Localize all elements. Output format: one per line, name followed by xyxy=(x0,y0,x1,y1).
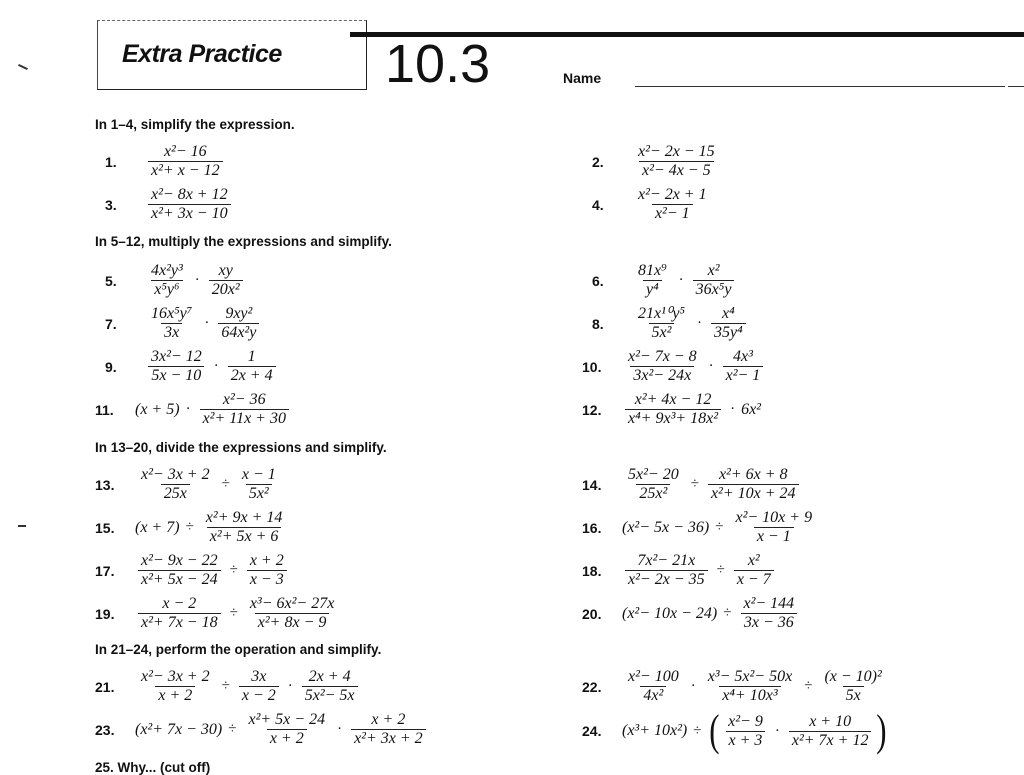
fraction xyxy=(148,262,186,299)
numerator: x²− 9x − 22 xyxy=(141,552,218,569)
fraction xyxy=(705,668,796,705)
problem-number: 9. xyxy=(105,358,117,375)
operator: ÷ xyxy=(715,519,724,535)
operator: ÷ xyxy=(221,678,230,694)
numerator: x²− 8x + 12 xyxy=(151,186,228,203)
problem-number: 22. xyxy=(582,678,602,695)
problem-10 xyxy=(582,348,766,385)
denominator: 3x²− 24x xyxy=(630,366,694,385)
fraction xyxy=(228,348,276,385)
fraction xyxy=(635,305,688,342)
numerator: (x − 10)² xyxy=(824,668,882,685)
fraction xyxy=(740,595,797,632)
denominator: x²+ 10x + 24 xyxy=(708,484,799,503)
lead-term: (x + 5) xyxy=(135,400,180,418)
problem-number: 18. xyxy=(582,562,602,579)
denominator: 3x − 36 xyxy=(741,613,797,632)
numerator: x²− 7x − 8 xyxy=(628,348,697,365)
operator: ÷ xyxy=(723,605,732,621)
denominator: x − 7 xyxy=(734,570,774,589)
problem-number: 7. xyxy=(105,315,117,332)
numerator: 4x²y³ xyxy=(151,262,183,279)
fraction xyxy=(138,595,221,632)
denominator: y⁴ xyxy=(643,280,662,299)
operator: · xyxy=(730,401,736,417)
operator: ÷ xyxy=(228,721,237,737)
fraction xyxy=(148,143,223,180)
operator: · xyxy=(690,678,696,694)
numerator: x³− 5x²− 50x xyxy=(707,668,793,685)
denominator: 5x² xyxy=(649,323,675,342)
fraction xyxy=(203,509,286,546)
name-label: Name xyxy=(563,70,602,86)
denominator: 36x⁵y xyxy=(693,280,735,299)
problem-number: 15. xyxy=(95,519,115,536)
fraction xyxy=(625,391,721,428)
denominator: 5x − 10 xyxy=(148,366,204,385)
problem-23 xyxy=(95,711,429,748)
numerator: x²− 2x − 15 xyxy=(638,143,715,160)
fraction xyxy=(302,668,358,705)
problem-18 xyxy=(582,552,777,589)
fraction xyxy=(239,668,279,705)
operator: · xyxy=(696,315,702,331)
fraction xyxy=(625,668,682,705)
numerator: x⁴ xyxy=(721,305,735,322)
problem-number: 12. xyxy=(582,401,602,418)
fraction xyxy=(351,711,426,748)
numerator: x³− 6x²− 27x xyxy=(249,595,335,612)
numerator: 5x²− 20 xyxy=(628,466,679,483)
problem-number: 20. xyxy=(582,605,602,622)
fraction xyxy=(247,595,338,632)
denominator: 5x xyxy=(843,686,864,705)
numerator: 81x⁹ xyxy=(638,262,667,279)
operator: ÷ xyxy=(229,605,238,621)
problem-5 xyxy=(105,262,246,299)
fraction xyxy=(209,262,243,299)
denominator: x²− 4x − 5 xyxy=(639,161,714,180)
fraction xyxy=(725,713,766,750)
problem-number: 14. xyxy=(582,476,602,493)
numerator: x − 1 xyxy=(241,466,276,483)
fraction xyxy=(625,466,682,503)
numerator: x²− 36 xyxy=(222,391,266,408)
problem-16 xyxy=(582,509,818,546)
problem-number: 4. xyxy=(592,196,604,213)
denominator: x²+ 3x − 10 xyxy=(148,204,231,223)
denominator: x²− 2x − 35 xyxy=(625,570,708,589)
operator: ÷ xyxy=(185,519,194,535)
problem-7 xyxy=(105,305,262,342)
denominator: 20x² xyxy=(209,280,243,299)
denominator: x²+ 5x − 24 xyxy=(138,570,221,589)
denominator: 2x + 4 xyxy=(228,366,276,385)
fraction xyxy=(789,713,872,750)
problem-19 xyxy=(95,595,340,632)
denominator: 5x²− 5x xyxy=(302,686,358,705)
numerator: x − 2 xyxy=(162,595,197,612)
numerator: 3x²− 12 xyxy=(151,348,202,365)
denominator: x − 2 xyxy=(239,686,279,705)
denominator: x²+ x − 12 xyxy=(148,161,223,180)
scan-mark xyxy=(18,525,26,527)
section-instruction: In 1–4, simplify the expression. xyxy=(95,117,295,132)
denominator: 5x² xyxy=(246,484,272,503)
section-instruction: In 21–24, perform the operation and simplify. xyxy=(95,642,382,657)
denominator: x²+ 3x + 2 xyxy=(351,729,426,748)
problem-11 xyxy=(95,391,292,428)
problem-number: 19. xyxy=(95,605,115,622)
numerator: x² xyxy=(707,262,720,279)
problem-9 xyxy=(105,348,279,385)
denominator: x²+ 11x + 30 xyxy=(200,409,289,428)
fraction xyxy=(821,668,884,705)
operator: ÷ xyxy=(804,678,813,694)
operator: · xyxy=(678,272,684,288)
denominator: x⁵y⁶ xyxy=(151,280,182,299)
lead-term: (x²+ 7x − 30) xyxy=(135,720,223,738)
problem-13 xyxy=(95,466,282,503)
operator: · xyxy=(194,272,200,288)
problem-number: 17. xyxy=(95,562,115,579)
numerator: x + 2 xyxy=(249,552,284,569)
lead-term: (x²− 5x − 36) xyxy=(622,518,710,536)
operator: · xyxy=(708,358,714,374)
problem-number: 23. xyxy=(95,721,115,738)
scan-mark xyxy=(18,64,28,70)
fraction xyxy=(635,143,718,180)
lesson-number: 10.3 xyxy=(385,34,491,94)
fraction xyxy=(245,711,328,748)
fraction xyxy=(625,348,700,385)
denominator: x + 2 xyxy=(267,729,307,748)
problem-number: 16. xyxy=(582,519,602,536)
problem-20 xyxy=(582,595,800,632)
numerator: x²+ 9x + 14 xyxy=(205,509,283,526)
problem-8 xyxy=(592,305,749,342)
operator: · xyxy=(337,721,343,737)
numerator: 3x xyxy=(251,668,267,685)
name-field[interactable] xyxy=(635,86,1005,87)
numerator: x²− 3x + 2 xyxy=(141,668,210,685)
fraction xyxy=(218,305,259,342)
problem-number: 6. xyxy=(592,272,604,289)
fraction xyxy=(148,305,195,342)
section-instruction: In 13–20, divide the expressions and simplify. xyxy=(95,440,387,455)
lead-term: (x²− 10x − 24) xyxy=(622,604,718,622)
denominator: x − 1 xyxy=(754,527,794,546)
denominator: 35y⁴ xyxy=(711,323,746,342)
denominator: 25x² xyxy=(636,484,670,503)
worksheet-title: Extra Practice xyxy=(122,40,282,68)
fraction xyxy=(708,466,799,503)
open-paren: ( xyxy=(709,706,720,755)
denominator: x⁴+ 10x³ xyxy=(719,686,780,705)
denominator: x²− 1 xyxy=(723,366,764,385)
operator: · xyxy=(204,315,210,331)
problem-4 xyxy=(592,186,713,223)
operator: ÷ xyxy=(716,562,725,578)
fraction xyxy=(635,186,710,223)
problem-14 xyxy=(582,466,802,503)
problem-3 xyxy=(105,186,234,223)
denominator: x − 3 xyxy=(247,570,287,589)
fraction xyxy=(711,305,746,342)
denominator: x + 3 xyxy=(726,731,766,750)
problem-24 xyxy=(582,706,889,755)
problem-number: 13. xyxy=(95,476,115,493)
numerator: x²− 144 xyxy=(743,595,795,612)
fraction xyxy=(138,552,221,589)
problem-17 xyxy=(95,552,290,589)
numerator: 9xy² xyxy=(225,305,253,322)
problem-number: 1. xyxy=(105,153,117,170)
problem-12 xyxy=(582,391,761,428)
fraction xyxy=(732,509,815,546)
trail-term: 6x² xyxy=(741,400,761,418)
numerator: 21x¹⁰y⁵ xyxy=(638,305,685,322)
problem-1 xyxy=(105,143,226,180)
lead-term: (x³+ 10x²) xyxy=(622,722,688,739)
numerator: x²+ 4x − 12 xyxy=(634,391,712,408)
numerator: 7x²− 21x xyxy=(637,552,696,569)
close-paren: ) xyxy=(876,706,887,755)
fraction xyxy=(723,348,764,385)
numerator: 2x + 4 xyxy=(308,668,351,685)
problem-number: 8. xyxy=(592,315,604,332)
operator: · xyxy=(185,401,191,417)
numerator: x²− 2x + 1 xyxy=(638,186,707,203)
numerator: x²+ 5x − 24 xyxy=(248,711,326,728)
denominator: x²+ 7x − 18 xyxy=(138,613,221,632)
denominator: 64x²y xyxy=(218,323,259,342)
fraction xyxy=(138,668,213,705)
numerator: 4x³ xyxy=(732,348,753,365)
denominator: 4x² xyxy=(640,686,666,705)
problem-number: 5. xyxy=(105,272,117,289)
problem-number: 2. xyxy=(592,153,604,170)
fraction xyxy=(635,262,670,299)
fraction xyxy=(200,391,289,428)
fraction xyxy=(148,348,205,385)
problem-number: 3. xyxy=(105,196,117,213)
lead-term: (x + 7) xyxy=(135,518,180,536)
section-instruction-cutoff: 25. Why... (cut off) xyxy=(95,760,211,775)
fraction xyxy=(239,466,279,503)
operator: ÷ xyxy=(229,562,238,578)
numerator: x²− 16 xyxy=(163,143,207,160)
fraction xyxy=(693,262,735,299)
problem-15 xyxy=(95,509,288,546)
numerator: x²− 3x + 2 xyxy=(141,466,210,483)
section-instruction: In 5–12, multiply the expressions and simplify. xyxy=(95,234,392,249)
numerator: x² xyxy=(747,552,760,569)
operator: ÷ xyxy=(221,476,230,492)
fraction xyxy=(625,552,708,589)
problem-number: 24. xyxy=(582,723,602,739)
denominator: x⁴+ 9x³+ 18x² xyxy=(625,409,721,428)
numerator: x²− 10x + 9 xyxy=(735,509,813,526)
operator: · xyxy=(287,678,293,694)
denominator: x²− 1 xyxy=(652,204,693,223)
numerator: x²− 9 xyxy=(728,712,763,730)
problem-22 xyxy=(582,668,888,705)
problem-number: 11. xyxy=(95,401,114,418)
denominator: 25x xyxy=(161,484,190,503)
fraction xyxy=(138,466,213,503)
numerator: 16x⁵y⁷ xyxy=(151,305,193,322)
numerator: xy xyxy=(218,262,233,279)
problem-number: 21. xyxy=(95,678,115,695)
denominator: x + 2 xyxy=(155,686,195,705)
denominator: x²+ 5x + 6 xyxy=(207,527,282,546)
denominator: 3x xyxy=(161,323,182,342)
problem-21 xyxy=(95,668,361,705)
denominator: x²+ 7x + 12 xyxy=(789,731,872,750)
numerator: 1 xyxy=(247,348,256,365)
fraction xyxy=(734,552,774,589)
problem-6 xyxy=(592,262,737,299)
problem-2 xyxy=(592,143,721,180)
operator: · xyxy=(213,358,219,374)
problem-number: 10. xyxy=(582,358,602,375)
operator: ÷ xyxy=(693,722,702,739)
operator: ÷ xyxy=(690,476,699,492)
numerator: x²− 100 xyxy=(628,668,679,685)
fraction xyxy=(247,552,287,589)
operator: · xyxy=(774,722,780,739)
name-field-tail xyxy=(1008,86,1024,87)
numerator: x + 10 xyxy=(809,712,852,730)
numerator: x + 2 xyxy=(371,711,406,728)
numerator: x²+ 6x + 8 xyxy=(718,466,788,483)
denominator: x²+ 8x − 9 xyxy=(255,613,330,632)
fraction xyxy=(148,186,231,223)
